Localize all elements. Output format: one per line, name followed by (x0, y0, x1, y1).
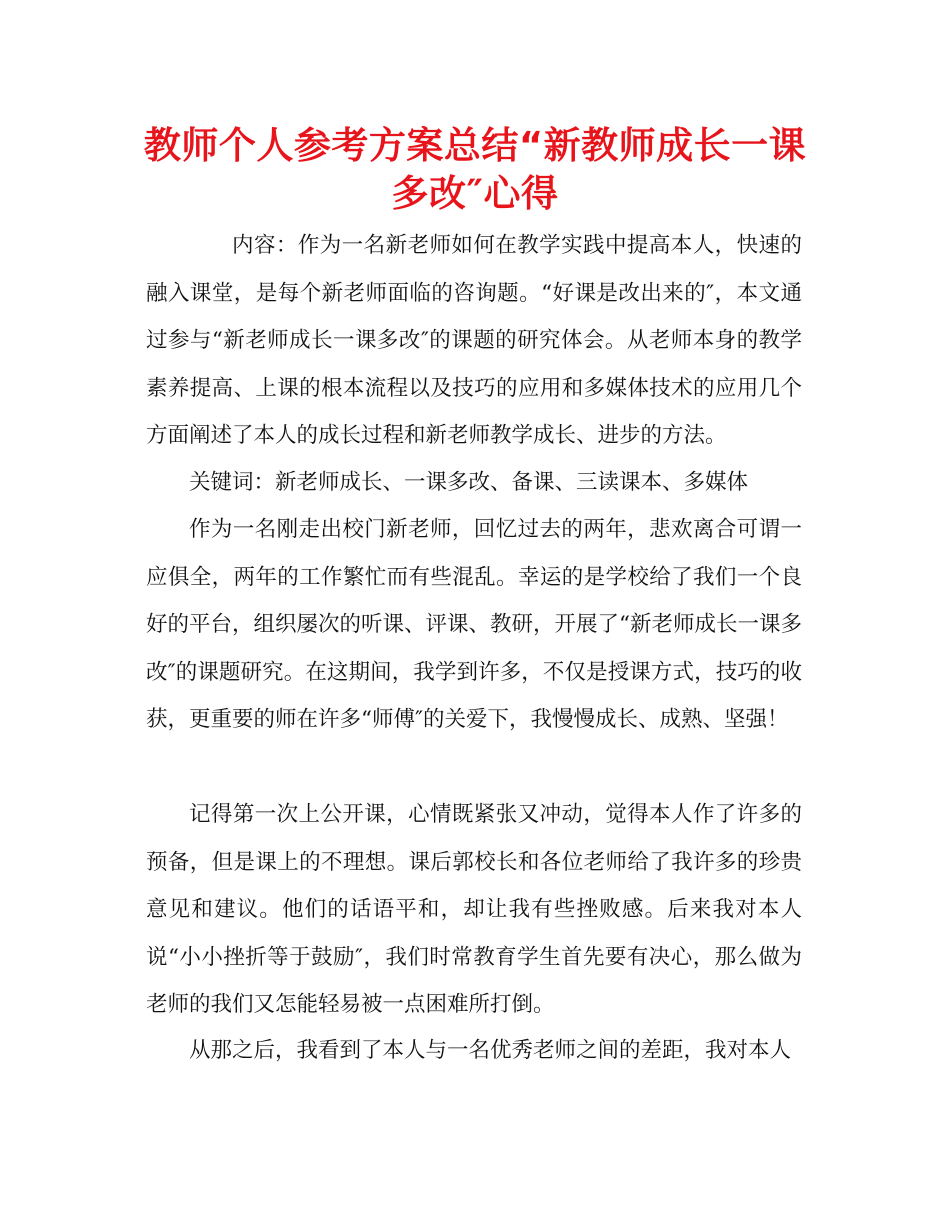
abstract-paragraph: 内容：作为一名新老师如何在教学实践中提高本人，快速的融入课堂，是每个新老师面临的咨询题。“好课是改出来的″，本文通过参与“新老师成长一课多改″的课题的研究体会。从老师本身的教学素养提高、上课的根本流程以及技巧的应用和多媒体技术的应用几个方面阐述了本人的成长过程和新老师教学成长、进步的方法。 (146, 233, 802, 448)
body-paragraph-2: 记得第一次上公开课，心情既紧张又冲动，觉得本人作了许多的预备，但是课上的不理想。课后郭校长和各位老师给了我许多的珍贵意见和建议。他们的话语平和，却让我有些挫败感。后来我对本人说“小小挫折等于鼓励″，我们时常教育学生首先要有决心，那么做为老师的我们又怎能轻易被一点困难所打倒。 (146, 802, 802, 1017)
body-paragraph-3: 从那之后，我看到了本人与一名优秀老师之间的差距，我对本人 (189, 1038, 792, 1063)
keywords-paragraph: 关键词：新老师成长、一课多改、备课、三读课本、多媒体 (189, 470, 749, 495)
body-paragraph-1: 作为一名刚走出校门新老师，回忆过去的两年，悲欢离合可谓一应俱全，两年的工作繁忙而有些混乱。幸运的是学校给了我们一个良好的平台，组织屡次的听课、评课、教研，开展了“新老师成长一课多改″的课题研究。在这期间，我学到许多，不仅是授课方式，技巧的收获，更重要的师在许多“师傅″的关爱下，我慢慢成长、成熟、坚强！ (146, 517, 802, 732)
document-title: 教师个人参考方案总结“新教师成长一课多改″心得 (143, 124, 807, 215)
